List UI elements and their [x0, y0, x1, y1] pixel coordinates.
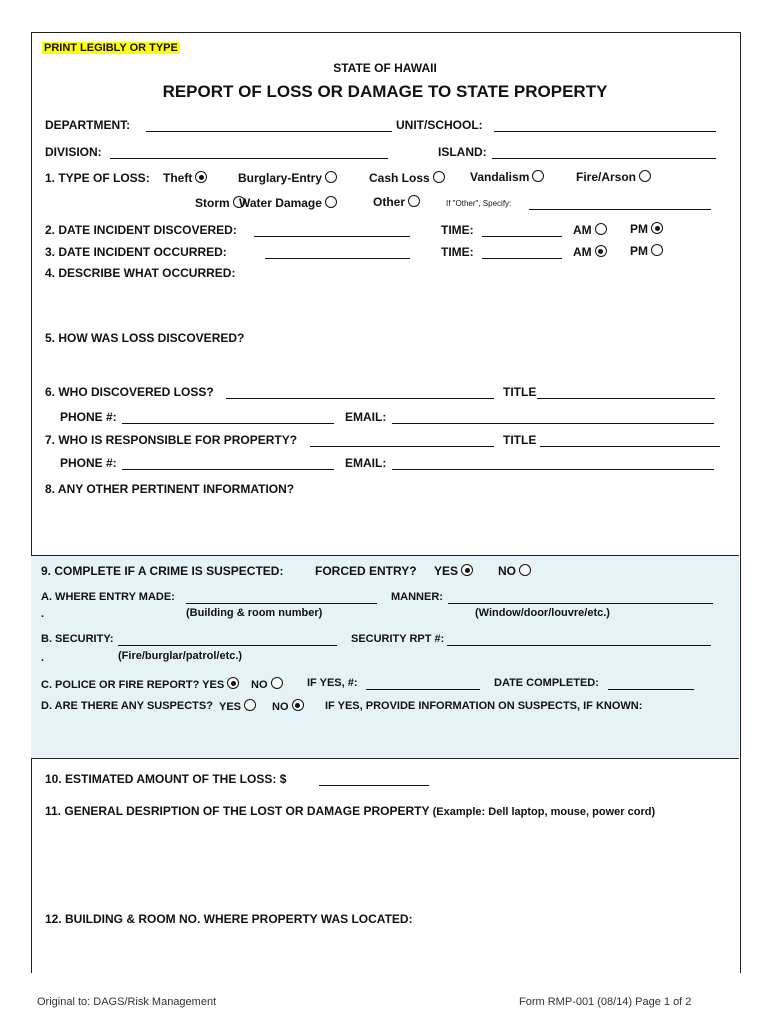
burglary-entry-radio[interactable]	[325, 171, 337, 183]
q11-label: 11. GENERAL DESRIPTION OF THE LOST OR DAMAGE PROPERTY (Example: Dell laptop, mouse, power cord)	[45, 804, 656, 818]
option-cash-loss[interactable]: Cash Loss	[369, 171, 445, 185]
department-field[interactable]	[146, 119, 392, 132]
page-title: REPORT OF LOSS OR DAMAGE TO STATE PROPERTY	[162, 82, 608, 101]
suspects-no-radio[interactable]	[292, 699, 304, 711]
security-rpt-field[interactable]	[447, 633, 711, 646]
q7-title-field[interactable]	[540, 434, 720, 447]
option-burglary-entry[interactable]: Burglary-Entry	[238, 171, 337, 185]
state-name: STATE OF HAWAII	[333, 61, 437, 75]
security-rpt-label: SECURITY RPT #:	[351, 633, 445, 645]
window-door-hint: (Window/door/louvre/etc.)	[475, 607, 610, 619]
dot-b: .	[41, 652, 45, 664]
island-label: ISLAND:	[438, 145, 487, 159]
responsible-field[interactable]	[310, 434, 494, 447]
police-report-yes-radio[interactable]	[227, 677, 239, 689]
report-number-label: IF YES, #:	[307, 677, 358, 689]
q7-label: 7. WHO IS RESPONSIBLE FOR PROPERTY?	[45, 433, 298, 447]
q6-phone-field[interactable]	[122, 411, 334, 424]
forced-entry-label: FORCED ENTRY?	[315, 564, 417, 578]
time-occurred-field[interactable]	[482, 246, 562, 259]
q7-phone-field[interactable]	[122, 457, 334, 470]
am-discovered-radio[interactable]	[595, 223, 607, 235]
option-fire-arson[interactable]: Fire/Arson	[576, 170, 651, 184]
option-storm[interactable]: Storm	[195, 196, 245, 210]
police-report-no-option[interactable]: NO	[251, 677, 283, 691]
building-room-hint: (Building & room number)	[186, 607, 323, 619]
where-entry-label: A. WHERE ENTRY MADE:	[41, 591, 175, 603]
date-discovered-field[interactable]	[254, 224, 410, 237]
unit-school-label: UNIT/SCHOOL:	[396, 118, 483, 132]
fire-arson-radio[interactable]	[639, 170, 651, 182]
who-discovered-field[interactable]	[226, 386, 494, 399]
division-field[interactable]	[110, 146, 388, 159]
unit-school-field[interactable]	[494, 119, 716, 132]
forced-entry-yes-radio[interactable]	[461, 564, 473, 576]
q12-label: 12. BUILDING & ROOM NO. WHERE PROPERTY WAS LOCATED:	[45, 912, 413, 926]
q7-email-label: EMAIL:	[345, 456, 387, 470]
q6-label: 6. WHO DISCOVERED LOSS?	[45, 385, 214, 399]
forced-entry-no-radio[interactable]	[519, 564, 531, 576]
estimated-amount-field[interactable]	[319, 773, 429, 786]
q6-title-label: TITLE	[503, 385, 537, 399]
cash-loss-radio[interactable]	[433, 171, 445, 183]
q6-email-field[interactable]	[392, 411, 714, 424]
suspects-no-option[interactable]: NO	[272, 699, 304, 713]
pm-occurred-option[interactable]: PM	[630, 244, 663, 258]
q7-email-field[interactable]	[392, 457, 714, 470]
option-other[interactable]: Other	[373, 195, 420, 209]
where-entry-field[interactable]	[186, 591, 377, 604]
suspects-yes-option[interactable]: YES	[219, 699, 256, 713]
option-vandalism[interactable]: Vandalism	[470, 170, 544, 184]
department-label: DEPARTMENT:	[45, 118, 131, 132]
security-field[interactable]	[118, 633, 337, 646]
other-radio[interactable]	[408, 195, 420, 207]
q4-label: 4. DESCRIBE WHAT OCCURRED:	[45, 266, 236, 280]
q6-email-label: EMAIL:	[345, 410, 387, 424]
other-specify-label: If "Other", Specify:	[446, 199, 512, 208]
q7-phone-label: PHONE #:	[60, 456, 117, 470]
footer-form-id: Form RMP-001 (08/14) Page 1 of 2	[519, 996, 692, 1008]
pm-discovered-option[interactable]: PM	[630, 222, 663, 236]
date-occurred-field[interactable]	[265, 246, 410, 259]
forced-entry-yes-option[interactable]: YES	[434, 564, 473, 578]
pm-occurred-radio[interactable]	[651, 244, 663, 256]
police-report-label: C. POLICE OR FIRE REPORT? YES	[41, 677, 239, 691]
q10-label: 10. ESTIMATED AMOUNT OF THE LOSS: $	[45, 772, 287, 786]
q9-label: 9. COMPLETE IF A CRIME IS SUSPECTED:	[41, 564, 284, 578]
vandalism-radio[interactable]	[532, 170, 544, 182]
date-completed-field[interactable]	[608, 677, 694, 690]
fire-burglar-hint: (Fire/burglar/patrol/etc.)	[118, 650, 243, 662]
division-label: DIVISION:	[45, 145, 102, 159]
date-discovered-label: 2. DATE INCIDENT DISCOVERED:	[45, 223, 237, 237]
date-completed-label: DATE COMPLETED:	[494, 677, 599, 689]
dot-a: .	[41, 608, 45, 620]
time-discovered-label: TIME:	[441, 223, 474, 237]
report-number-field[interactable]	[366, 677, 480, 690]
manner-label: MANNER:	[391, 591, 443, 603]
option-water-damage[interactable]: Water Damage	[239, 196, 337, 210]
footer-original-to: Original to: DAGS/Risk Management	[37, 996, 217, 1008]
security-label: B. SECURITY:	[41, 633, 114, 645]
q7-title-label: TITLE	[503, 433, 537, 447]
time-occurred-label: TIME:	[441, 245, 474, 259]
island-field[interactable]	[492, 146, 716, 159]
manner-field[interactable]	[448, 591, 713, 604]
suspects-yes-radio[interactable]	[244, 699, 256, 711]
q6-title-field[interactable]	[537, 386, 715, 399]
forced-entry-no-option[interactable]: NO	[498, 564, 531, 578]
am-occurred-radio[interactable]	[595, 245, 607, 257]
date-occurred-label: 3. DATE INCIDENT OCCURRED:	[45, 245, 227, 259]
am-discovered-option[interactable]: AM	[573, 223, 607, 237]
pm-discovered-radio[interactable]	[651, 222, 663, 234]
other-specify-field[interactable]	[529, 197, 711, 210]
theft-radio[interactable]	[195, 171, 207, 183]
q5-label: 5. HOW WAS LOSS DISCOVERED?	[45, 331, 245, 345]
option-theft[interactable]: Theft	[163, 171, 207, 185]
water-damage-radio[interactable]	[325, 196, 337, 208]
q6-phone-label: PHONE #:	[60, 410, 117, 424]
suspects-info-label: IF YES, PROVIDE INFORMATION ON SUSPECTS, IF KNOWN:	[325, 700, 643, 712]
police-report-no-radio[interactable]	[271, 677, 283, 689]
time-discovered-field[interactable]	[482, 224, 562, 237]
am-occurred-option[interactable]: AM	[573, 245, 607, 259]
print-note: PRINT LEGIBLY OR TYPE	[44, 42, 178, 54]
suspects-label: D. ARE THERE ANY SUSPECTS?	[41, 700, 213, 712]
type-of-loss-label: 1. TYPE OF LOSS:	[45, 171, 150, 185]
q8-label: 8. ANY OTHER PERTINENT INFORMATION?	[45, 482, 295, 496]
